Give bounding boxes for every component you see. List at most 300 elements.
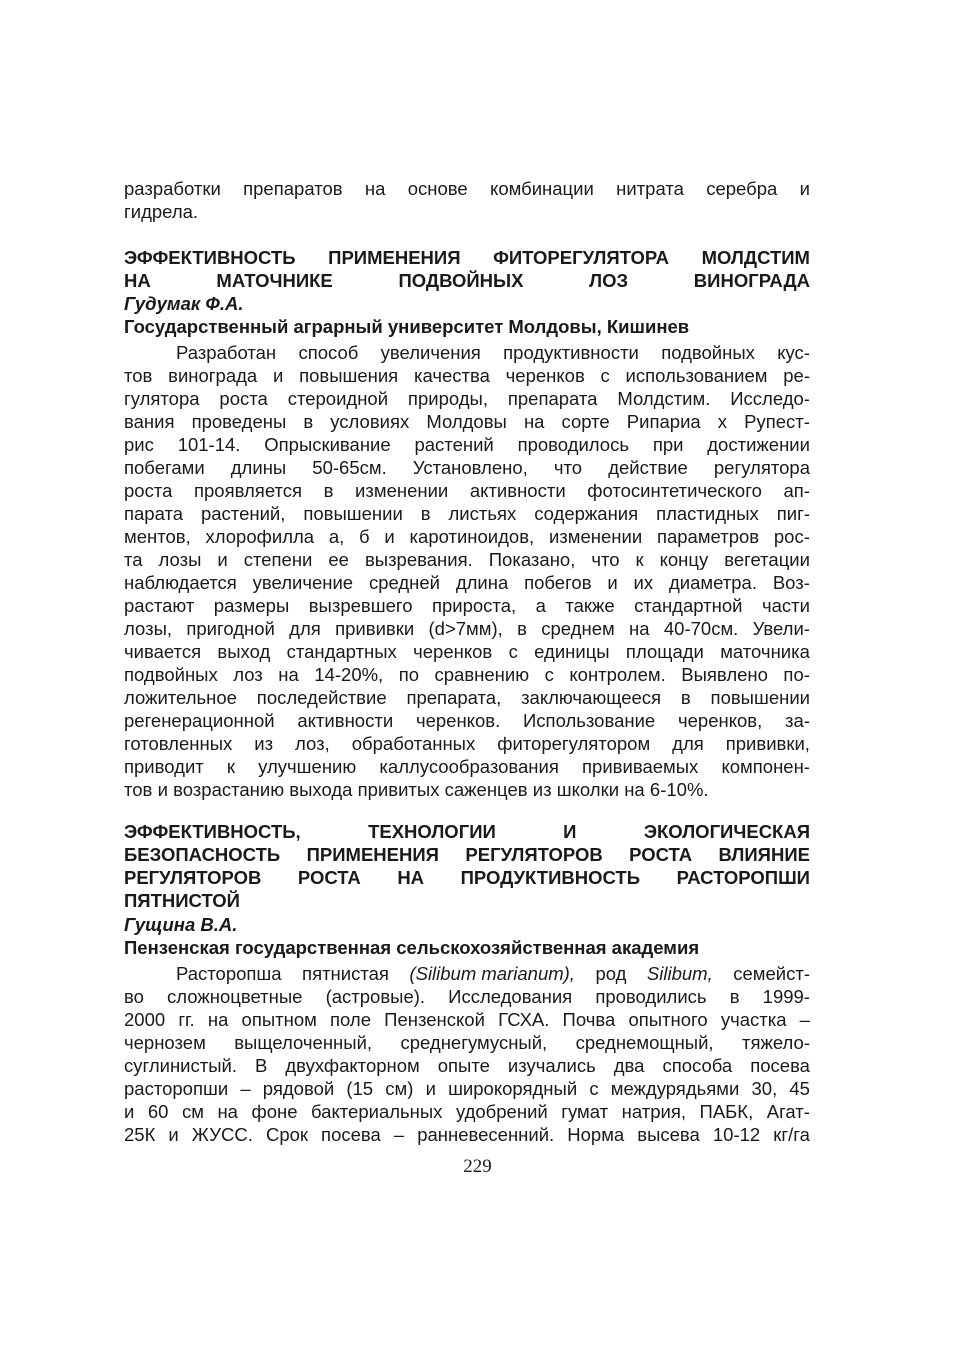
word: среднегумусный, (400, 1032, 548, 1053)
word: семейст- (733, 963, 810, 984)
word: прививки (335, 618, 415, 639)
word: с (600, 365, 610, 386)
word: изучались (507, 1055, 596, 1076)
word: основе (407, 178, 468, 199)
text-line (124, 364, 810, 387)
word: Исследо- (730, 388, 810, 409)
word: Показано, (488, 549, 576, 570)
word: РОСТА (629, 844, 693, 865)
word: для (672, 733, 704, 754)
text-line (124, 755, 810, 778)
text-line (124, 456, 810, 479)
word: фоне (251, 1101, 298, 1122)
text-line (124, 820, 810, 843)
word: род (595, 963, 627, 984)
word: (15 (346, 1078, 374, 1099)
article2-author: Гущина В.А. (124, 914, 238, 935)
word: саженцев (444, 779, 528, 800)
word: активности (297, 710, 394, 731)
word: натрия, (621, 1101, 686, 1122)
text-line (124, 889, 810, 912)
word: регенерационной (124, 710, 275, 731)
word: по- (783, 664, 810, 685)
word: Расторопша (176, 963, 282, 984)
word: и (425, 1078, 436, 1099)
word: части (761, 595, 810, 616)
word: см) (385, 1078, 414, 1099)
word: Установлено, (412, 457, 528, 478)
text-line (124, 1008, 810, 1031)
word: во (124, 986, 144, 1007)
article1-affiliation: Государственный аграрный университет Молдовы, Кишинев (124, 316, 690, 337)
word: среднем (541, 618, 615, 639)
word: возрастанию (173, 779, 285, 800)
word: гг. (178, 1009, 195, 1030)
word: лоз (233, 664, 263, 685)
word: черенков (413, 641, 493, 662)
word: готовленных (124, 733, 233, 754)
text-line (124, 246, 810, 269)
article2-affiliation: Пензенская государственная сельскохозяйственная академия (124, 937, 700, 958)
word: Исследования (448, 986, 573, 1007)
word: Silibum, (646, 963, 713, 984)
word: и (799, 178, 810, 199)
word: кг/га (773, 1124, 810, 1145)
word: по (398, 664, 420, 685)
article2-body (124, 962, 810, 1146)
word: концу (659, 549, 709, 570)
word: растений, (200, 503, 286, 524)
word: ПРОДУКТИВНОСТЬ (460, 867, 641, 888)
word: условиях (330, 411, 410, 432)
word: роста (219, 388, 268, 409)
word: ее (328, 549, 349, 570)
word: вызревания. (364, 549, 473, 570)
word: препарата, (406, 687, 502, 708)
word: рядовой (262, 1078, 335, 1099)
word: наблюдается (124, 572, 237, 593)
intro-paragraph (124, 177, 810, 223)
word: подвойных (124, 664, 218, 685)
word: тов (124, 779, 153, 800)
text-line (124, 1031, 810, 1054)
word: в (680, 687, 691, 708)
word: расторопши (124, 1078, 229, 1099)
article1-title (124, 246, 810, 292)
word: выхода (289, 779, 353, 800)
word: и (607, 572, 618, 593)
word: бактериальных (311, 1101, 443, 1122)
word: разработки (124, 178, 221, 199)
text-line (124, 843, 810, 866)
word: гидрела. (124, 201, 199, 222)
word: содержания (534, 503, 639, 524)
word: В (255, 1055, 268, 1076)
word: качества (413, 365, 490, 386)
word: черенков (505, 365, 585, 386)
word: 1999- (762, 986, 810, 1007)
word: на (278, 664, 299, 685)
word: гулятора (124, 388, 200, 409)
word: и (124, 1101, 135, 1122)
text-line (124, 177, 810, 200)
word: удобрений (455, 1101, 548, 1122)
word: на (364, 178, 386, 199)
word: в (729, 986, 740, 1007)
word: средней (368, 572, 440, 593)
word: междурядьями (610, 1078, 740, 1099)
word: Агат- (766, 1101, 810, 1122)
word: на (207, 1009, 229, 1030)
word: ложительное (124, 687, 237, 708)
word: а, (328, 526, 345, 547)
word: роста (124, 480, 173, 501)
word: заключающееся (521, 687, 662, 708)
text-line (124, 410, 810, 433)
word: с (589, 1078, 599, 1099)
word: прироста, (431, 595, 517, 616)
text-line (124, 341, 810, 364)
word: хлорофилла (205, 526, 315, 547)
word: два (613, 1055, 645, 1076)
word: ПРИМЕНЕНИЯ (306, 844, 439, 865)
text-line (124, 640, 810, 663)
word: опытного (628, 1009, 708, 1030)
word: Молдовы (426, 411, 507, 432)
word: пятнистая (302, 963, 389, 984)
word: улучшению (258, 756, 357, 777)
word: парата (124, 503, 184, 524)
word: РОСТА (297, 867, 361, 888)
text-line (124, 962, 810, 985)
word: на (523, 411, 545, 432)
word: Норма (567, 1124, 625, 1145)
page-number: 229 (463, 1156, 492, 1177)
word: ЛОЗ (589, 270, 629, 291)
word: каллусообразования (379, 756, 559, 777)
word: Разработан (176, 342, 277, 363)
word: 25К (124, 1124, 156, 1145)
word: сравнению (434, 664, 530, 685)
word: 6-10%. (649, 779, 709, 800)
text-line (124, 479, 810, 502)
word: фиторегулятором (497, 733, 651, 754)
word: на (629, 618, 650, 639)
word: Пензенской (384, 1009, 485, 1030)
word: черенков. (415, 710, 501, 731)
word: ЖУСС. (191, 1124, 253, 1145)
word: ре- (783, 365, 810, 386)
text-line (124, 502, 810, 525)
word: единицы (534, 641, 610, 662)
word: черенков, (677, 710, 763, 731)
word: серебра (706, 178, 778, 199)
word: длина (455, 572, 509, 593)
word: Использование (523, 710, 656, 731)
word: фотосинтетического (587, 480, 762, 501)
word: использованием (625, 365, 768, 386)
word: продуктивности (503, 342, 639, 363)
text-line (124, 686, 810, 709)
word: опытном (241, 1009, 317, 1030)
word: Рипариа (626, 411, 701, 432)
word: и (217, 549, 228, 570)
word: прививаемых (582, 756, 699, 777)
word: ТЕХНОЛОГИИ (368, 821, 496, 842)
word: И (563, 821, 577, 842)
word: листьях (448, 503, 517, 524)
word: выход (217, 641, 271, 662)
word: последействие (256, 687, 387, 708)
word: повышения (299, 365, 399, 386)
word: растений (414, 434, 494, 455)
word: 50-65см. (312, 457, 387, 478)
word: лозы, (124, 618, 173, 639)
word: 10-12 (712, 1124, 761, 1145)
word: способ (298, 342, 359, 363)
text-line (124, 1054, 810, 1077)
text-line (124, 525, 810, 548)
word: 60 (147, 1101, 169, 1122)
word: повышении (303, 503, 403, 524)
word: площади (625, 641, 704, 662)
word: комбинации (490, 178, 594, 199)
word: см (181, 1101, 204, 1122)
word: ПЯТНИСТОЙ (124, 890, 240, 911)
word: Выявлено (681, 664, 768, 685)
word: тов (124, 365, 153, 386)
word: достижении (707, 434, 810, 455)
word: МОЛДСТИМ (701, 247, 810, 268)
word: также (565, 595, 615, 616)
word: Опрыскивание (264, 434, 391, 455)
word: РАСТОРОПШИ (676, 867, 810, 888)
word: маточника (720, 641, 810, 662)
word: Срок (265, 1124, 308, 1145)
word: ПАБК, (699, 1101, 754, 1122)
word: что (591, 549, 620, 570)
word: и (168, 1124, 179, 1145)
word: вегетации (724, 549, 810, 570)
text-line (124, 1100, 810, 1123)
word: поле (330, 1009, 371, 1030)
word: на (217, 1101, 238, 1122)
text-line (124, 732, 810, 755)
word: 101-14. (177, 434, 241, 455)
word: ЭФФЕКТИВНОСТЬ, (124, 821, 301, 842)
word: и (384, 526, 395, 547)
word: к (635, 549, 644, 570)
word: рос- (773, 526, 810, 547)
word: сорте (561, 411, 610, 432)
word: б (359, 526, 370, 547)
word: Увели- (752, 618, 810, 639)
word: РЕГУЛЯТОРОВ (124, 867, 262, 888)
word: – (799, 1009, 810, 1030)
word: активности (469, 480, 566, 501)
word: побегов (524, 572, 592, 593)
text-line (124, 200, 810, 223)
word: ВЛИЯНИЕ (718, 844, 810, 865)
word: препарата (507, 388, 598, 409)
word: и (157, 779, 168, 800)
word: НА (397, 867, 425, 888)
word: РЕГУЛЯТОРОВ (465, 844, 603, 865)
word: в (420, 503, 431, 524)
word: с (544, 664, 554, 685)
word: ЭКОЛОГИЧЕСКАЯ (643, 821, 810, 842)
word: 40-70см. (663, 618, 739, 639)
word: контролем. (569, 664, 666, 685)
word: двухфакторном (285, 1055, 420, 1076)
word: 2000 (124, 1009, 166, 1030)
article1-author: Гудумак Ф.А. (124, 293, 244, 314)
text-line (124, 709, 810, 732)
word: вызревшего (308, 595, 413, 616)
word: изменении (355, 480, 449, 501)
word: препаратов (243, 178, 343, 199)
word: размеры (213, 595, 290, 616)
word: природы, (407, 388, 488, 409)
word: проводились (595, 986, 707, 1007)
word: приводит (124, 756, 204, 777)
word: Воз- (772, 572, 810, 593)
word: проявляется (193, 480, 303, 501)
word: высева (637, 1124, 700, 1145)
word: БЕЗОПАСНОСТЬ (124, 844, 281, 865)
text-line (124, 269, 810, 292)
word: – (240, 1078, 251, 1099)
word: ап- (783, 480, 810, 501)
text-line (124, 433, 810, 456)
word: сложноцветные (167, 986, 303, 1007)
word: стандартных (286, 641, 397, 662)
word: вания (124, 411, 175, 432)
word: пригодной (186, 618, 275, 639)
text-line (124, 866, 810, 889)
word: способа (662, 1055, 733, 1076)
word: регулятора (713, 457, 810, 478)
word: увеличения (380, 342, 481, 363)
word: школки (556, 779, 620, 800)
word: подвойных (661, 342, 755, 363)
word: лозы (158, 549, 202, 570)
word: из (532, 779, 552, 800)
text-line (124, 778, 810, 801)
text-line (124, 1077, 810, 1100)
word: проведены (191, 411, 287, 432)
word: а (535, 595, 546, 616)
word: за- (785, 710, 810, 731)
word: каротиноидов, (409, 526, 535, 547)
word: чивается (124, 641, 202, 662)
word: 14-20%, (314, 664, 384, 685)
text-line (124, 1123, 810, 1146)
word: для (289, 618, 321, 639)
word: 30, (751, 1078, 778, 1099)
word: длины (230, 457, 287, 478)
word: – (393, 1124, 405, 1145)
word: изменении (548, 526, 643, 547)
text-line (124, 663, 810, 686)
word: (Silibum marianum), (409, 963, 575, 984)
word: ФИТОРЕГУЛЯТОРА (493, 247, 669, 268)
text-line (124, 571, 810, 594)
word: к (226, 756, 235, 777)
word: действие (608, 457, 688, 478)
word: степени (243, 549, 313, 570)
word: что (553, 457, 583, 478)
word: обработанных (351, 733, 476, 754)
word: и (272, 365, 284, 386)
word: проводилось (517, 434, 629, 455)
word: чернозем (124, 1032, 206, 1053)
text-line (124, 617, 810, 640)
word: параметров (656, 526, 760, 547)
text-line (124, 387, 810, 410)
word: стероидной (287, 388, 389, 409)
word: ЭФФЕКТИВНОСТЬ (124, 247, 296, 268)
word: широкорядный (448, 1078, 578, 1099)
article2-title (124, 820, 810, 912)
word: прививки, (725, 733, 810, 754)
word: ментов, (124, 526, 191, 547)
word: участка (720, 1009, 787, 1030)
word: среднемощный, (575, 1032, 714, 1053)
word: их (633, 572, 654, 593)
word: та (124, 549, 143, 570)
word: пиг- (776, 503, 810, 524)
text-line (124, 548, 810, 571)
word: ранневесенний. (417, 1124, 555, 1145)
word: рис (124, 434, 154, 455)
word: ГСХА. (498, 1009, 550, 1030)
word: стандартной (634, 595, 743, 616)
word: суглинистый. (124, 1055, 238, 1076)
word: нитрата (616, 178, 684, 199)
word: тяжело- (741, 1032, 810, 1053)
word: компонен- (721, 756, 810, 777)
word: ВИНОГРАДА (693, 270, 810, 291)
word: ПОДВОЙНЫХ (398, 270, 524, 291)
word: кус- (777, 342, 810, 363)
word: диаметра. (668, 572, 757, 593)
word: Почва (562, 1009, 616, 1030)
word: увеличение (252, 572, 354, 593)
text-line (124, 985, 810, 1008)
word: на (624, 779, 645, 800)
word: МАТОЧНИКЕ (216, 270, 333, 291)
word: в (323, 480, 334, 501)
word: пластидных (656, 503, 759, 524)
word: из (254, 733, 274, 754)
word: лоз, (295, 733, 330, 754)
word: ПРИМЕНЕНИЯ (328, 247, 461, 268)
word: с (508, 641, 518, 662)
word: в (517, 618, 527, 639)
word: посева (750, 1055, 810, 1076)
word: х (717, 411, 728, 432)
word: Рупест- (744, 411, 810, 432)
word: Молдстим. (617, 388, 711, 409)
word: 45 (789, 1078, 810, 1099)
word: в (303, 411, 314, 432)
word: гумат (561, 1101, 609, 1122)
word: винограда (168, 365, 258, 386)
word: (d>7мм), (428, 618, 503, 639)
word: побегами (124, 457, 205, 478)
word: (астровые). (325, 986, 426, 1007)
